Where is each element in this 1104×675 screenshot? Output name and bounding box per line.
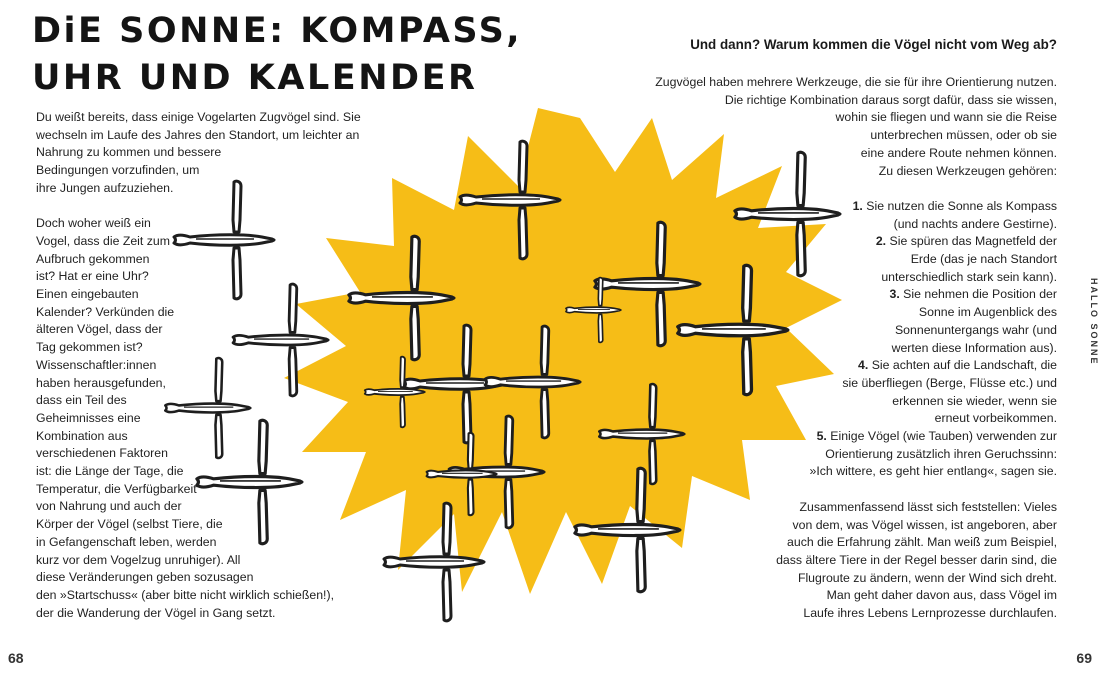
text-line: Aufbruch gekommen: [36, 251, 150, 266]
text-line: Nahrung zu kommen und bessere: [36, 145, 222, 160]
list-item-line: unterschiedlich stark sein kann).: [881, 269, 1057, 284]
text-line: Man geht daher davon aus, dass Vögel im: [826, 588, 1057, 603]
list-item-line: (und nachts andere Gestirne).: [893, 216, 1057, 231]
text-line: dass ein Teil des: [36, 393, 127, 408]
right-column-text: [655, 74, 1057, 623]
title-line-2: UHR UND KALENDER: [32, 58, 478, 98]
text-line: Flugroute zu ändern, wenn der Wind sich dreht.: [797, 570, 1057, 585]
text-line: wechseln im Laufe des Jahres den Standort, um leichter an: [36, 127, 360, 142]
text-line: Doch woher weiß ein: [36, 216, 151, 231]
text-line: auch die Erfahrung zählt. Man weiß zum Beispiel,: [787, 535, 1057, 550]
list-item: 4. Sie achten auf die Landschaft, die: [858, 358, 1057, 373]
text-line: eine andere Route nehmen können.: [860, 145, 1057, 160]
list-number: 1.: [852, 198, 863, 213]
text-line: unterbrechen müssen, oder ob sie: [870, 128, 1057, 143]
text-line: der die Wanderung der Vögel in Gang setzt.: [36, 605, 276, 620]
text-line: dass ältere Tiere in der Regel besser darin sind, die: [776, 552, 1057, 567]
text-line: in Gefangenschaft leben, werden: [36, 534, 217, 549]
title-line-1: DiE SONNE: KOMPASS,: [32, 11, 523, 51]
right-heading: Und dann? Warum kommen die Vögel nicht vom Weg ab?: [690, 37, 1057, 52]
text-line: von Nahrung und auch der: [36, 499, 182, 514]
text-line: Tag gekommen ist?: [36, 340, 143, 355]
list-number: 5.: [816, 429, 827, 444]
text-line: Vogel, dass die Zeit zum: [36, 233, 170, 248]
list-number: 4.: [858, 358, 869, 373]
paragraph-gap: [36, 198, 361, 216]
page-title: [32, 8, 522, 102]
list-item-line: Orientierung zusätzlich ihren Geruchssinn:: [825, 446, 1057, 461]
text-line: Laufe ihres Lebens Lernprozesse durchlaufen.: [803, 606, 1057, 621]
list-item-line: erkennen sie wieder, wenn sie: [892, 393, 1057, 408]
list-item-line: sie überfliegen (Berge, Flüsse etc.) und: [842, 375, 1057, 390]
text-line: Bedingungen vorzufinden, um: [36, 163, 200, 178]
list-item-line: Erde (das je nach Standort: [910, 252, 1057, 267]
text-line: von dem, was Vögel wissen, ist angeboren, aber: [792, 517, 1057, 532]
list-item-line: erneut vorbeikommen.: [934, 411, 1057, 426]
text-line: wohin sie fliegen und wann sie die Reise: [835, 110, 1057, 125]
page-number-right: 69: [1076, 650, 1092, 666]
text-line: ist: die Länge der Tage, die: [36, 464, 184, 479]
list-item-line: werten diese Information aus).: [891, 340, 1057, 355]
chapter-side-label: HALLO SONNE: [1089, 278, 1099, 366]
text-line: Wissenschaftler:innen: [36, 357, 157, 372]
list-item: 2. Sie spüren das Magnetfeld der: [875, 234, 1057, 249]
text-line: Kombination aus: [36, 428, 128, 443]
text-line: älteren Vögel, dass der: [36, 322, 163, 337]
text-line: diese Veränderungen geben sozusagen: [36, 570, 254, 585]
list-number: 2.: [875, 234, 887, 249]
text-line: kurz vor dem Vogelzug unruhiger). All: [36, 552, 241, 567]
text-line: Die richtige Kombination daraus sorgt dafür, dass sie wissen,: [724, 92, 1057, 107]
text-line: Temperatur, die Verfügbarkeit: [36, 481, 197, 496]
text-line: Geheimnisses eine: [36, 410, 141, 425]
list-number: 3.: [889, 287, 900, 302]
text-line: Zusammenfassend lässt sich feststellen: Vieles: [799, 499, 1057, 514]
text-line: Körper der Vögel (selbst Tiere, die: [36, 517, 223, 532]
text-line: Du weißt bereits, dass einige Vogelarten Zugvögel sind. Sie: [36, 110, 361, 124]
list-item-line: »Ich wittere, es geht hier entlang«, sagen sie.: [809, 464, 1057, 479]
text-line: Kalender? Verkünden die: [36, 304, 175, 319]
list-item-line: Sonne im Augenblick des: [918, 305, 1057, 320]
text-line: ihre Jungen aufzuziehen.: [36, 180, 174, 195]
text-line: Zu diesen Werkzeugen gehören:: [878, 163, 1057, 178]
list-item-line: Sonnenuntergangs wahr (und: [894, 322, 1057, 337]
left-column-text: [36, 109, 361, 622]
page-number-left: 68: [8, 650, 24, 666]
text-line: haben herausgefunden,: [36, 375, 166, 390]
list-item: 5. Einige Vögel (wie Tauben) verwenden zur: [816, 429, 1057, 444]
text-line: Einen eingebauten: [36, 287, 139, 302]
paragraph-gap: [655, 481, 1057, 499]
paragraph-gap: [655, 180, 1057, 198]
list-item: 1. Sie nutzen die Sonne als Kompass: [852, 198, 1057, 213]
text-line: ist? Hat er eine Uhr?: [36, 269, 149, 284]
list-item: 3. Sie nehmen die Position der: [889, 287, 1057, 302]
text-line: verschiedenen Faktoren: [36, 446, 168, 461]
text-line: Zugvögel haben mehrere Werkzeuge, die sie für ihre Orientierung nutzen.: [655, 75, 1057, 89]
text-line: den »Startschuss« (aber bitte nicht wirklich schießen!),: [36, 587, 334, 602]
